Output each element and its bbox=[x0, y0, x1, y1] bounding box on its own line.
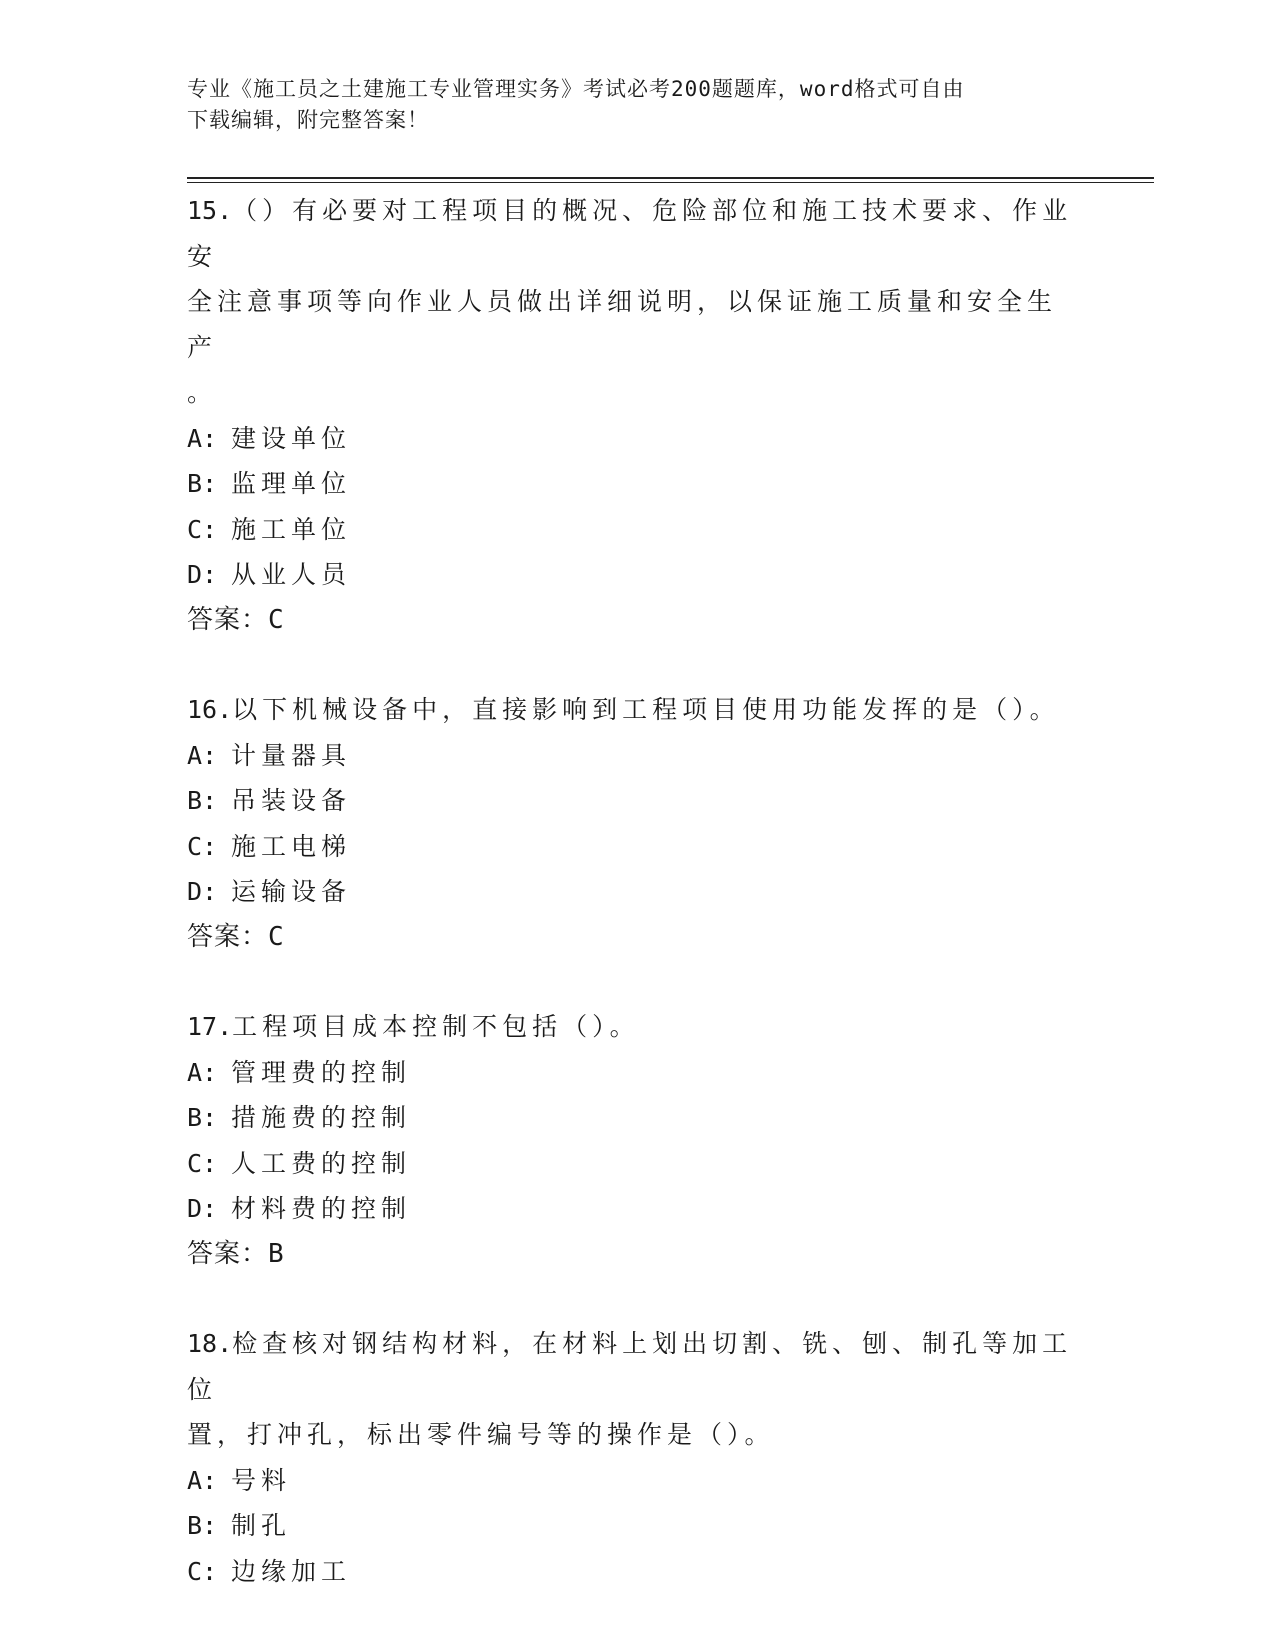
option-c bbox=[187, 507, 1077, 553]
option-text: 制孔 bbox=[231, 1511, 292, 1540]
option-key: B: bbox=[187, 786, 218, 815]
option-text: 管理费的控制 bbox=[231, 1057, 412, 1087]
option-list bbox=[187, 416, 1077, 598]
option-text: 材料费的控制 bbox=[231, 1194, 412, 1223]
header-divider-thick bbox=[187, 177, 1154, 179]
option-b bbox=[187, 461, 1077, 507]
answer-value: B bbox=[268, 1238, 285, 1269]
option-key: D: bbox=[187, 877, 218, 906]
option-list bbox=[187, 1050, 1077, 1232]
option-a bbox=[187, 1050, 1077, 1096]
option-list bbox=[187, 733, 1077, 915]
stem-line: 检查核对钢结构材料，在材料上划出切割、铣、刨、制孔等加工位 bbox=[187, 1329, 1073, 1404]
option-text: 边缘加工 bbox=[231, 1556, 352, 1586]
option-key: A: bbox=[187, 1465, 218, 1495]
option-d bbox=[187, 869, 1077, 915]
option-c bbox=[187, 1141, 1077, 1187]
option-text: 措施费的控制 bbox=[231, 1103, 412, 1132]
option-b bbox=[187, 1503, 1077, 1549]
option-b bbox=[187, 778, 1077, 824]
question-17 bbox=[187, 1004, 1077, 1277]
question-16 bbox=[187, 687, 1077, 960]
header-line-2: 下载编辑，附完整答案！ bbox=[187, 108, 429, 132]
option-key: A: bbox=[187, 1057, 218, 1087]
option-list bbox=[187, 1458, 1077, 1595]
answer-label: 答案： bbox=[187, 604, 269, 635]
option-d bbox=[187, 552, 1077, 598]
option-key: D: bbox=[187, 560, 218, 589]
option-text: 从业人员 bbox=[231, 560, 352, 589]
question-15 bbox=[187, 188, 1077, 643]
option-key: A: bbox=[187, 423, 218, 453]
option-text: 施工单位 bbox=[231, 514, 352, 544]
option-d bbox=[187, 1186, 1077, 1232]
answer-line bbox=[187, 1232, 1077, 1278]
option-text: 监理单位 bbox=[231, 469, 352, 498]
option-c bbox=[187, 1549, 1077, 1595]
option-text: 吊装设备 bbox=[231, 786, 352, 815]
answer-label: 答案： bbox=[187, 921, 269, 952]
option-text: 人工费的控制 bbox=[231, 1148, 412, 1178]
option-b bbox=[187, 1095, 1077, 1141]
stem-line: 工程项目成本控制不包括（）。 bbox=[232, 1012, 640, 1041]
option-a bbox=[187, 416, 1077, 462]
answer-line bbox=[187, 598, 1077, 644]
document-header bbox=[187, 74, 1067, 136]
option-key: B: bbox=[187, 1103, 218, 1132]
header-divider-thin bbox=[187, 182, 1154, 183]
question-stem bbox=[187, 188, 1077, 279]
option-key: B: bbox=[187, 1511, 218, 1540]
question-number: 17. bbox=[187, 1012, 233, 1041]
stem-line: 以下机械设备中，直接影响到工程项目使用功能发挥的是（）。 bbox=[232, 695, 1060, 724]
option-key: C: bbox=[187, 1148, 218, 1178]
question-18 bbox=[187, 1321, 1077, 1594]
answer-line bbox=[187, 915, 1077, 961]
option-c bbox=[187, 824, 1077, 870]
question-stem-continued: 全注意事项等向作业人员做出详细说明，以保证施工质量和安全生产 bbox=[187, 287, 1058, 362]
option-key: B: bbox=[187, 469, 218, 498]
question-number: 16. bbox=[187, 695, 233, 724]
option-key: A: bbox=[187, 740, 218, 770]
option-text: 建设单位 bbox=[231, 423, 352, 453]
question-stem bbox=[187, 1321, 1077, 1412]
option-text: 运输设备 bbox=[231, 877, 352, 906]
question-stem bbox=[187, 687, 1077, 733]
option-text: 施工电梯 bbox=[231, 831, 352, 861]
option-text: 号料 bbox=[231, 1465, 292, 1495]
option-text: 计量器具 bbox=[231, 740, 352, 770]
option-key: C: bbox=[187, 514, 218, 544]
option-key: D: bbox=[187, 1194, 218, 1223]
option-key: C: bbox=[187, 831, 218, 861]
question-number: 15. bbox=[187, 196, 233, 225]
question-stem bbox=[187, 1004, 1077, 1050]
stem-line: （）有必要对工程项目的概况、危险部位和施工技术要求、作业安 bbox=[187, 196, 1073, 271]
question-stem-continued: 。 bbox=[187, 378, 218, 407]
option-key: C: bbox=[187, 1556, 218, 1586]
answer-value: C bbox=[268, 921, 285, 952]
header-line-1: 专业《施工员之土建施工专业管理实务》考试必考200题题库，word格式可自由 bbox=[187, 77, 965, 101]
question-list bbox=[187, 188, 1077, 1638]
question-stem-continued: 置，打冲孔，标出零件编号等的操作是（）。 bbox=[187, 1420, 775, 1449]
answer-value: C bbox=[268, 604, 285, 635]
answer-label: 答案： bbox=[187, 1238, 269, 1269]
option-a bbox=[187, 1458, 1077, 1504]
question-number: 18. bbox=[187, 1329, 233, 1358]
option-a bbox=[187, 733, 1077, 779]
